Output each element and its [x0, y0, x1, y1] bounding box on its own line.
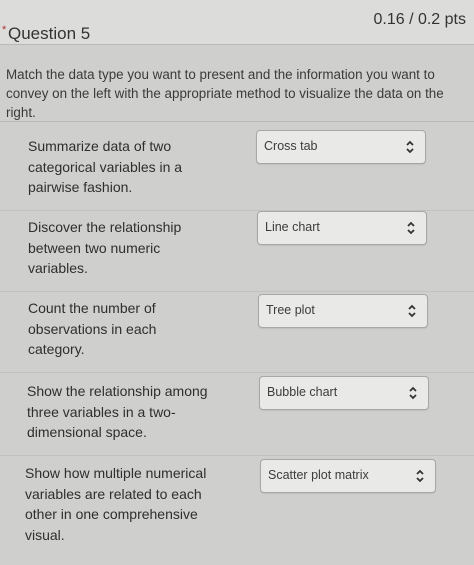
- up-down-chevron-icon: [406, 221, 416, 235]
- match-row: [0, 122, 474, 211]
- answer-select[interactable]: [256, 130, 426, 164]
- answer-select-value: Tree plot: [266, 303, 315, 317]
- answer-select[interactable]: [260, 459, 436, 493]
- up-down-chevron-icon: [407, 304, 417, 318]
- match-row: [0, 292, 474, 373]
- question-points: 0.16 / 0.2 pts: [373, 11, 466, 28]
- match-row: [0, 373, 474, 456]
- up-down-chevron-icon: [415, 469, 425, 483]
- match-prompt: Summarize data of two categorical variables in a pairwise fashion.: [28, 138, 183, 195]
- answer-select-value: Bubble chart: [267, 385, 338, 399]
- required-marker: *: [2, 24, 7, 36]
- up-down-chevron-icon: [408, 386, 418, 400]
- match-prompt: Show the relationship among three variables in a two-dimensional space.: [27, 383, 208, 440]
- answer-select[interactable]: [258, 294, 428, 328]
- match-prompt: Count the number of observations in each category.: [28, 300, 157, 357]
- answer-select-value: Line chart: [265, 220, 320, 234]
- answer-select-value: Cross tab: [264, 139, 318, 153]
- answer-select-value: Scatter plot matrix: [268, 468, 369, 482]
- question-title: Question 5: [8, 24, 91, 43]
- match-prompt: Show how multiple numerical variables are related to each other in one comprehensive visual.: [25, 465, 207, 543]
- match-row: [0, 456, 474, 564]
- answer-select[interactable]: [259, 376, 429, 410]
- match-prompt: Discover the relationship between two numeric variables.: [28, 219, 182, 276]
- up-down-chevron-icon: [405, 140, 415, 154]
- question-header: [0, 0, 474, 45]
- question-instructions: Match the data type you want to present and the information you want to convey on the left with the appropriate method to visualize the data on the right.: [6, 67, 444, 120]
- match-row: [0, 211, 474, 292]
- answer-select[interactable]: [257, 211, 427, 245]
